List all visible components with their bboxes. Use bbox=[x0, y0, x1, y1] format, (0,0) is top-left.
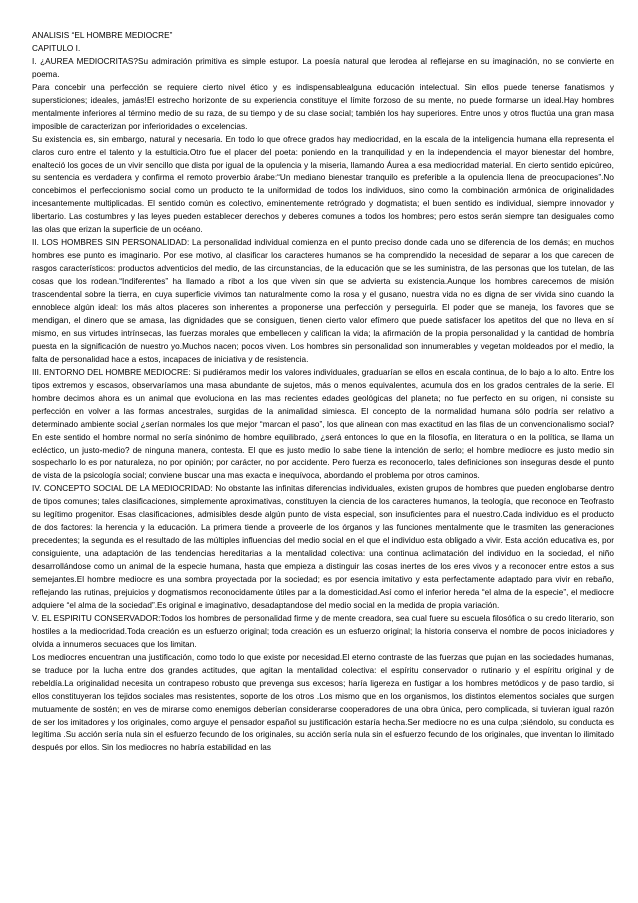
paragraph-mediocres-justificacion: Los mediocres encuentran una justificación, como todo lo que existe por necesidad.El eterno contraste de las fuerzas que pujan en las sociedades humanas, se traduce por la lucha entre dos grandes actitudes, que agitan la mentalidad colectiva: el espíritu conservador o rutinario y el espíritu original y de rebeldía.La originalidad necesita un contrapeso robusto que prevenga sus excesos; haría ligereza en fustigar a los hombres metódicos y de paso tardio, si ellos constituyeran los tejidos sociales mas resistentes, soporte de los otros .Los mismo que en los organismos, los distintos elementos sociales que surgen mutuamente de sostén; en ves de mirarse como enemigos deberían considerarse cooperadores de una obra única, pero complicada, si tuvieran igual razón de ser los imitadores y los originales, como arguye el pensador español su justificación estaría hecha.Ser mediocre no es una culpa ;siéndolo, su conducta es legítima .Su acción sería nula sin el esfuerzo fecundo de los originales, su acción sería nula sin el esfuerzo fecundo de los originales, que inventan lo ilimitado después por ellos. Sin los mediocres no habría estabilidad en las bbox=[32, 652, 614, 753]
paragraph-entorno: III. ENTORNO DEL HOMBRE MEDIOCRE: Si pudiéramos medir los valores individuales, graduarían se ellos en escala continua, de lo bajo a lo alto. Entre los tipos extremos y escasos, observaríamos una masa abundante de sujetos, más o menos equivalentes, acumula dos en los grados centrales de la serie. El hombre decimos ahora es un animal que evoluciona en las mas recientes edades geológicas del planeta; no fue perfecto en su origen, ni consiste su perfección en volver a las formas ancestrales, surgidas de la animalidad simiesca. El concepto de la normalidad humana sólo podría ser relativo a determinado ambiente social ¿serían normales los que mejor “marcan el paso”, los que alinean con mas exactitud en las filas de un convencionalismo social? En este sentido el hombre normal no sería sinónimo de hombre equilibrado, ¿será entonces lo que en la filosofía, en literatura o en la política, se llama un ecléctico, un justo-medio? de ninguna manera, contesta. El que es justo medio lo sabe tiene la intención de serlo; el hombre mediocre es justo medio sin sospecharlo lo es por naturaleza, no por opinión; por carácter, no por accidente. Pero fuerza es reconocerlo, tales definiciones son inseguras desde el punto de vista de la psicología social; conviene buscar una mas exacta e inequívoca, abordando el problema por otros caminos. bbox=[32, 367, 614, 481]
document-title: ANALISIS “EL HOMBRE MEDIOCRE” bbox=[32, 31, 173, 40]
chapter-heading: CAPITULO I. bbox=[32, 43, 81, 53]
paragraph-aurea-mediocritas: I. ¿AUREA MEDIOCRITAS?Su admiración primitiva es simple estupor. La poesía natural que lerodea al reflejarse en su imaginación, no se convierte en poema. bbox=[32, 56, 614, 79]
paragraph-espiritu-conservador: V. EL ESPIRITU CONSERVADOR:Todos los hombres de personalidad firme y de mente creadora, sea cual fuere su escuela filosófica o su credo literario, son hostiles a la mediocridad.Toda creación es un esfuerzo original; toda creación es un esfuerzo original; la historia conserva el nombre de pocos iniciadores y olvida a innumeros secuaces que los limitan. bbox=[32, 613, 614, 649]
paragraph-sin-personalidad: II. LOS HOMBRES SIN PERSONALIDAD: La personalidad individual comienza en el punto preciso donde cada uno se diferencia de los demás; en muchos hombres ese punto es imaginario. Por ese motivo, al clasificar los caracteres humanos se ha comprendido la necesidad de separar a los que carecen de rasgos característicos: productos adventicios del medio, de las circunstancias, de la educación que se les suministra, de las personas que los tutelan, de las cosas que los rodean.“Indiferentes” ha llamado a ribot a los que viven sin que se advierta su existencia.Aunque los hombres carecemos de misión trascendental sobre la tierra, en cuya superficie vivimos tan naturalmente como la rosa y el gusano, nuestra vida no es digna de ser vivida sino cuando la ennoblece algún ideal: los más altos placeres son inherentes a proponerse una perfección y perseguirla. El poder que se maneja, los favores que se mendigan, el dinero que se amasa, las dignidades que se consiguen, tienen cierto valor efímero que puede satisfacer los apetitos del que no lleva en sí mismo, en sus virtudes intrínsecas, las fuerzas morales que embellecen y califican la vida; la afirmación de la propia personalidad y la cantidad de hombría puesta en la significación de nuestro yo.Muchos nacen; pocos viven. Los hombres sin personalidad son innumerables y vegetan moldeados por el medio, la falta de personalidad hace a estos, incapaces de iniciativa y de resistencia. bbox=[32, 238, 614, 364]
paragraph-concepto-social: IV. CONCEPTO SOCIAL DE LA MEDIOCRIDAD: No obstante las infinitas diferencias individuales, existen grupos de hombres que pueden englobarse dentro de tipos comunes; tales clasificaciones, simplemente aproximativas, constituyen la ciencia de los caracteres humanos, la teología, que reconoce en Teofrasto su legítimo progenitor. Esas clasificaciones, admisibles desde algún punto de vista especial, son insuficientes para el nuestro.Cada individuo es el producto de dos factores: la herencia y la educación. La primera tiende a proveerle de los órganos y las funciones mentalmente que le trasmiten las generaciones precedentes; la segunda es el resultado de las múltiples influencias del medio social en el que el individuo esta obligado a vivir. Esta acción educativa es, por consiguiente, una adaptación de las tendencias hereditarias a la mentalidad colectiva: una continua aclimatación del individuo en la sociedad, el niño desarrollándose como un animal de la especie humana, hasta que empieza a distinguir las cosas inertes de los eres vivos y a reconocer entre estos a sus semejantes.El hombre mediocre es una sombra proyectada por la sociedad; es por esencia imitativo y esta perfectamente adaptado para vivir en rebaño, reflejando las rutinas, prejuicios y dogmatismos reconocidamente útiles par a la domesticidad.Así como el inferior hereda “el alma de la especie”, el mediocre adquiere “el alma de la sociedad”.Es original e imaginativo, desadaptandose del medio social en la medida de propia variación. bbox=[32, 484, 614, 610]
paragraph-perfeccion: Para concebir una perfección se requiere cierto nivel ético y es indispensablealguna educación intelectual. Sin ellos puede tenerse fanatismos y supersticiones; ideales, jamás!El estrecho horizonte de su experiencia constituye el límite forzoso de su mente, no puede formarse un ideal.Hay hombres mentalmente inferiores al término medio de su raza, de su tiempo y de su clase social; también los hay superiores. Entre unos y otros fluctúa una gran masa imposible de caracterizan por inferioridades o excelencias. bbox=[32, 82, 614, 131]
paragraph-existencia: Su existencia es, sin embargo, natural y necesaria. En todo lo que ofrece grados hay mediocridad, en la escala de la inteligencia humana ella representa el claros curo entre el talento y la estulticia.Otro fue el placer del poeta: poniendo en la tranquilidad y en la independencia el mayor bienestar del hombre, enalteció los goces de un vivir sencillo que dista por igual de la opulencia y la miseria, llamando Áurea a esa mediocridad material. En cierto sentido epicúreo, su sentencia es verdadera y confirma el remoto proverbio árabe:“Un mediano bienestar tranquilo es preferible a la opulencia llena de preocupaciones”.No concebimos el perfeccionismo social como un producto te la uniformidad de todos los individuos, sino como la combinación armónica de originalidades incesantemente multiplicadas. El sentido común es colectivo, eminentemente retrógrado y dogmatista; el buen sentido es individual, siempre innovador y libertario. Las costumbres y las leyes pueden establecer derechos y deberes comunes a todos los hombres; pero estos serán siempre tan desiguales como las olas que erizan la superficie de un océano. bbox=[32, 134, 614, 235]
document-page bbox=[32, 30, 614, 755]
